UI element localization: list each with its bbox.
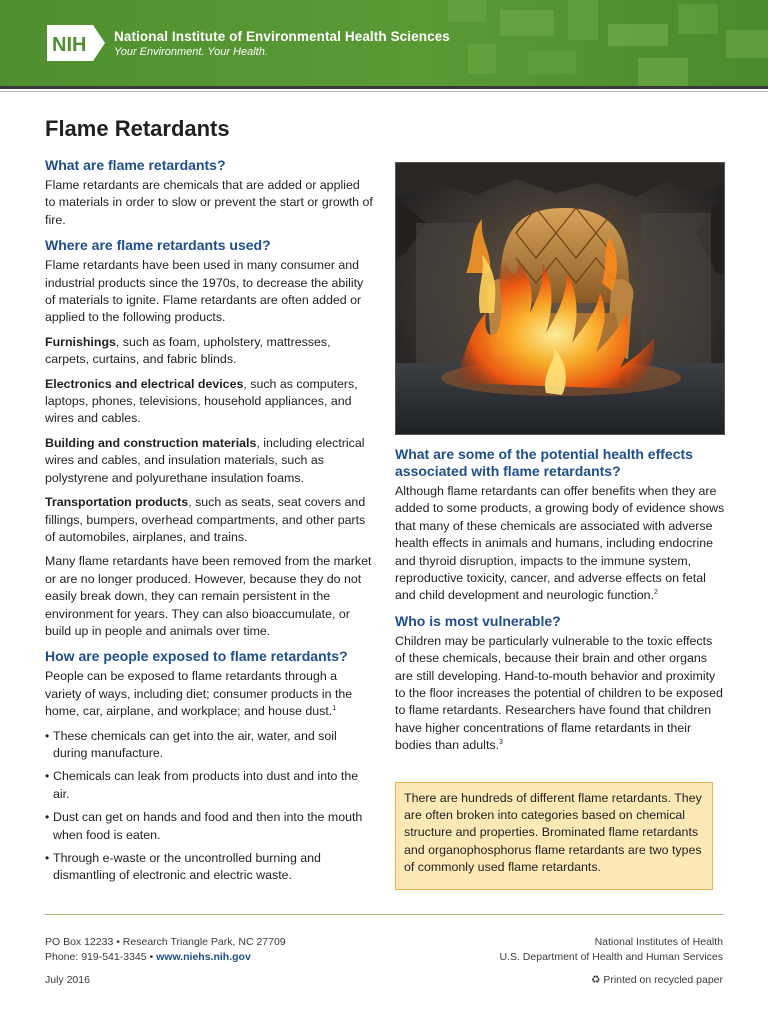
list-item: [45, 768, 373, 803]
footer-address: PO Box 12233 • Research Triangle Park, NC 27709: [45, 936, 286, 948]
vulnerable-paragraph: [395, 633, 725, 755]
page-title: Flame Retardants: [45, 116, 230, 141]
exposure-bullets: [45, 728, 373, 885]
left-column: [45, 157, 373, 885]
org-name: National Institute of Environmental Health Sciences: [114, 29, 450, 44]
footer-recycled: [591, 974, 723, 986]
electronics-text: , such as computers, laptops, phones, televisions, household appliances, and wires and cables.: [45, 376, 358, 426]
section-heading-vulnerable: Who is most vulnerable?: [395, 612, 561, 629]
section-heading-what: What are flame retardants?: [45, 157, 226, 173]
bullet-icon: •: [45, 851, 50, 865]
electronics-paragraph: [45, 376, 373, 428]
list-item: [45, 728, 373, 763]
bullet-icon: •: [45, 810, 50, 825]
list-item-text: Dust can get on hands and food and then into the mouth when food is eaten.: [53, 810, 363, 842]
list-item-text: Through e-waste or the uncontrolled burning and dismantling of electronic and electric waste.: [53, 851, 321, 883]
list-item-text: Chemicals can leak from products into dust and into the air.: [53, 769, 359, 801]
section-heading-exposure: How are people exposed to flame retardants?: [45, 648, 348, 665]
callout-text: There are hundreds of different flame retardants. They are often broken into categories based on chemical structure and properties. Brominated flame retardants and organophosphorus flame retardants are two types of commonly used flame retardants.: [404, 791, 702, 874]
reference-1[interactable]: 1: [332, 705, 337, 713]
section-heading-where: Where are flame retardants used?: [45, 237, 271, 254]
transportation-paragraph: [45, 494, 373, 546]
furnishings-label: Furnishings: [45, 334, 116, 349]
electronics-label: Electronics and electrical devices: [45, 376, 244, 391]
section-heading-health-effects: What are some of the potential health effects associated with flame retardants?: [395, 446, 693, 479]
what-text: Flame retardants are chemicals that are added or applied to materials in order to slow or prevent the start or growth of fire.: [45, 178, 373, 227]
exposure-paragraph: [45, 668, 373, 720]
building-label: Building and construction materials: [45, 435, 257, 450]
furnishings-text: , such as foam, upholstery, mattresses, carpets, curtains, and fabric blinds.: [45, 334, 331, 367]
list-item: [45, 850, 373, 885]
list-item: [45, 809, 373, 844]
footer-date: July 2016: [45, 974, 90, 986]
recycled-text: Printed on recycled paper: [603, 974, 723, 986]
website-link[interactable]: www.niehs.nih.gov: [156, 951, 251, 963]
nih-logo-icon[interactable]: [45, 23, 107, 63]
exposure-text: People can be exposed to flame retardants through a variety of ways, including diet; consumer products in the home, car, airplane, and workplace; and house dust.: [45, 669, 353, 719]
header-rule-light: [0, 91, 768, 92]
building-text: , including electrical wires and cables, and insulation materials, such as polystyrene and polyurethane insulation foams.: [45, 435, 365, 485]
burning-chair-image: [395, 162, 725, 435]
where-text: Flame retardants have been used in many consumer and industrial products since the 1970s, to decrease the ability of materials to ignite. Flame retardants are often added or applied to the following products.: [45, 258, 364, 325]
health-effects-paragraph: [395, 483, 725, 605]
callout-box: [395, 782, 713, 890]
building-paragraph: [45, 435, 373, 487]
vulnerable-text: Children may be particularly vulnerable to the toxic effects of these chemicals, because their brain and other organs are still developing. Hand-to-mouth behavior and proximity to the floor increases the potential of children to be exposed to flame retardants. Researchers have found that children have higher concentrations of flame retardants in their bodies than adults.: [395, 633, 723, 753]
header-banner: [0, 0, 768, 86]
org-tagline: Your Environment. Your Health.: [114, 46, 268, 58]
removed-text: Many flame retardants have been removed from the market or are no longer produced. However, because they do not easily break down, they can remain persistent in the environment for years. They can also bioaccumulate, or build up in people and animals over time.: [45, 554, 372, 638]
nih-logo-text: NIH: [52, 34, 87, 56]
furnishings-paragraph: [45, 334, 373, 369]
burning-chair-illustration: [396, 163, 724, 434]
transportation-label: Transportation products: [45, 495, 189, 510]
footer-phone: Phone: 919-541-3345 •: [45, 951, 157, 963]
health-effects-text: Although flame retardants can offer benefits when they are added to some products, a growing body of evidence shows that many of these chemicals are associated with adverse health effects in animals and humans, including endocrine and thyroid disruption, impacts to the immune system, reproductive toxicity, cancer, and adverse effects on fetal and child development and neurologic function.: [395, 484, 725, 603]
banner-decoration: [408, 0, 768, 86]
reference-3[interactable]: 3: [499, 739, 503, 747]
bullet-icon: •: [45, 769, 50, 784]
footer-agency-hhs: U.S. Department of Health and Human Services: [499, 951, 723, 963]
list-item-text: These chemicals can get into the air, water, and soil during manufacture.: [53, 728, 337, 760]
transportation-text: , such as seats, seat covers and fillings, bumpers, overhead compartments, and other parts of automobiles, airplanes, and trains.: [45, 495, 366, 544]
right-column: [395, 446, 725, 755]
footer-agency-nih: National Institutes of Health: [594, 936, 723, 948]
footer-rule: [45, 914, 723, 915]
bullet-icon: •: [45, 728, 50, 743]
recycle-icon: ♻: [591, 974, 601, 986]
footer-contact: [45, 951, 251, 963]
reference-2[interactable]: 2: [654, 589, 658, 597]
